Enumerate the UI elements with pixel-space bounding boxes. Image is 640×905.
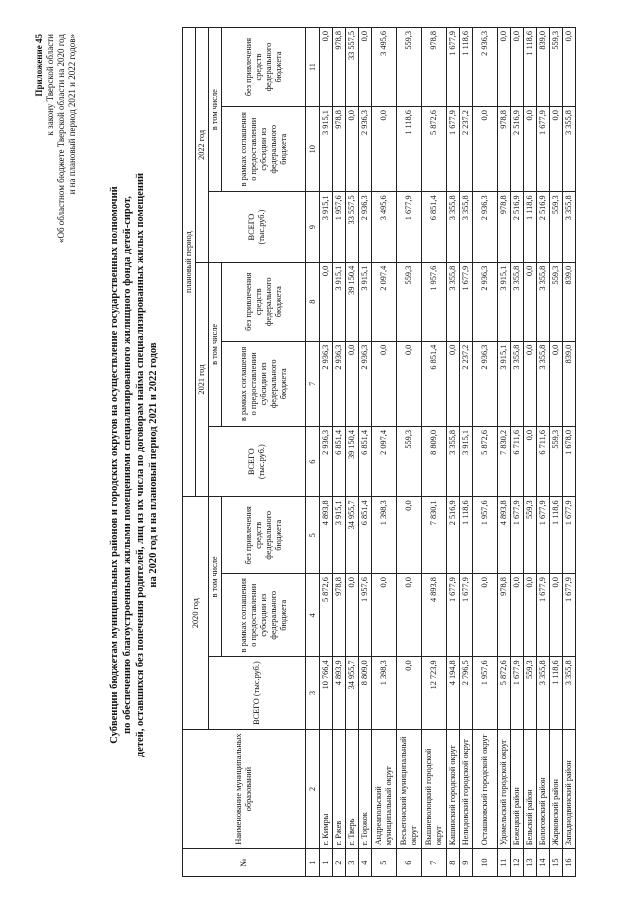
amount-cell: 1 118,6 bbox=[524, 192, 537, 262]
row-number: 12 bbox=[511, 849, 524, 877]
municipality-name: Весьегонский муниципальный округ bbox=[397, 729, 422, 848]
amount-cell: 4 893,9 bbox=[333, 657, 346, 730]
table-row bbox=[397, 28, 422, 877]
header-including-2020: в том числе bbox=[209, 497, 222, 657]
amount-cell: 1 677,9 bbox=[511, 497, 524, 574]
table-row bbox=[524, 28, 537, 877]
amount-cell: 1 677,9 bbox=[563, 497, 576, 574]
amount-cell: 2 516,9 bbox=[537, 192, 550, 262]
amount-cell: 12 723,9 bbox=[422, 657, 447, 730]
row-number: 16 bbox=[563, 849, 576, 877]
amount-cell: 3 915,1 bbox=[320, 192, 333, 262]
colnum: 8 bbox=[306, 262, 320, 341]
header-without-fed-2022: без привлечения средств федерального бюджета bbox=[222, 28, 306, 107]
amount-cell: 1 677,9 bbox=[447, 574, 460, 657]
colnum: 3 bbox=[306, 657, 320, 730]
header-within-fed-2021: в рамках соглашения о предоставлении субсидии из федерального бюджета bbox=[222, 341, 306, 426]
amount-cell: 978,8 bbox=[333, 28, 346, 107]
amount-cell: 559,3 bbox=[397, 28, 422, 107]
colnum: 4 bbox=[306, 574, 320, 657]
amount-cell: 3 355,8 bbox=[511, 341, 524, 426]
amount-cell: 559,3 bbox=[550, 192, 563, 262]
municipality-name: Удомельский городской округ bbox=[498, 729, 511, 848]
amount-cell: 0,0 bbox=[563, 28, 576, 107]
header-including-2022: в том числе bbox=[209, 28, 222, 192]
amount-cell: 3 915,1 bbox=[460, 426, 473, 496]
row-number: 4 bbox=[359, 849, 372, 877]
amount-cell: 0,0 bbox=[473, 107, 498, 192]
amount-cell: 3 355,8 bbox=[563, 192, 576, 262]
amount-cell: 1 677,9 bbox=[537, 497, 550, 574]
amount-cell: 1 677,9 bbox=[460, 574, 473, 657]
amount-cell: 839,0 bbox=[563, 262, 576, 341]
amount-cell: 0,0 bbox=[320, 262, 333, 341]
amount-cell: 0,0 bbox=[524, 426, 537, 496]
amount-cell: 7 830,2 bbox=[498, 426, 511, 496]
amount-cell: 2 796,5 bbox=[460, 657, 473, 730]
amount-cell: 839,0 bbox=[563, 341, 576, 426]
header-total-2021: ВСЕГО (тыс.руб.) bbox=[209, 426, 306, 496]
colnum: 9 bbox=[306, 192, 320, 262]
amount-cell: 559,3 bbox=[524, 497, 537, 574]
subvention-table bbox=[182, 27, 576, 877]
colnum: 5 bbox=[306, 497, 320, 574]
column-numbers-row bbox=[306, 28, 320, 877]
annex-number: Приложение 45 bbox=[34, 34, 44, 97]
municipality-name: Кашинский городской округ bbox=[447, 729, 460, 848]
amount-cell: 0,0 bbox=[346, 107, 359, 192]
amount-cell: 978,8 bbox=[498, 107, 511, 192]
amount-cell: 33 557,5 bbox=[346, 192, 359, 262]
amount-cell: 0,0 bbox=[372, 341, 397, 426]
header-no: № bbox=[183, 849, 306, 877]
amount-cell: 559,3 bbox=[550, 28, 563, 107]
amount-cell: 0,0 bbox=[550, 107, 563, 192]
header-2022: 2022 год bbox=[196, 28, 209, 263]
amount-cell: 3 355,8 bbox=[537, 262, 550, 341]
amount-cell: 0,0 bbox=[320, 28, 333, 107]
municipality-name: г. Тверь bbox=[346, 729, 359, 848]
amount-cell: 1 398,3 bbox=[372, 497, 397, 574]
amount-cell: 559,3 bbox=[550, 426, 563, 496]
amount-cell: 3 355,8 bbox=[447, 262, 460, 341]
amount-cell: 6 711,6 bbox=[537, 426, 550, 496]
amount-cell: 0,0 bbox=[346, 574, 359, 657]
amount-cell: 0,0 bbox=[524, 574, 537, 657]
amount-cell: 5 872,6 bbox=[498, 657, 511, 730]
amount-cell: 2 237,2 bbox=[460, 107, 473, 192]
amount-cell: 39 150,4 bbox=[346, 262, 359, 341]
row-number: 7 bbox=[422, 849, 447, 877]
amount-cell: 1 118,6 bbox=[550, 657, 563, 730]
row-number: 1 bbox=[320, 849, 333, 877]
amount-cell: 3 915,1 bbox=[320, 107, 333, 192]
table-row bbox=[320, 28, 333, 877]
municipality-name: Западнодвинский район bbox=[563, 729, 576, 848]
municipality-name: г. Ржев bbox=[333, 729, 346, 848]
amount-cell: 0,0 bbox=[550, 341, 563, 426]
amount-cell: 1 398,3 bbox=[372, 657, 397, 730]
amount-cell: 559,3 bbox=[397, 262, 422, 341]
amount-cell: 0,0 bbox=[447, 341, 460, 426]
amount-cell: 6 851,4 bbox=[422, 341, 447, 426]
amount-cell: 6 851,4 bbox=[422, 192, 447, 262]
title-line-1: Субвенции бюджетам муниципальных районов и городских округов на осуществление государственных полномочий bbox=[109, 186, 120, 744]
amount-cell: 3 355,8 bbox=[511, 262, 524, 341]
amount-cell: 2 516,9 bbox=[511, 107, 524, 192]
amount-cell: 2 516,9 bbox=[511, 192, 524, 262]
table-row bbox=[473, 28, 498, 877]
amount-cell: 3 355,8 bbox=[563, 107, 576, 192]
amount-cell: 5 872,6 bbox=[473, 426, 498, 496]
row-number: 2 bbox=[333, 849, 346, 877]
row-number: 3 bbox=[346, 849, 359, 877]
amount-cell: 0,0 bbox=[397, 497, 422, 574]
amount-cell: 0,0 bbox=[372, 574, 397, 657]
amount-cell: 2 516,9 bbox=[447, 497, 460, 574]
amount-cell: 1 957,6 bbox=[473, 497, 498, 574]
amount-cell: 559,3 bbox=[550, 262, 563, 341]
amount-cell: 4 194,8 bbox=[447, 657, 460, 730]
amount-cell: 978,8 bbox=[422, 28, 447, 107]
amount-cell: 2 936,3 bbox=[320, 341, 333, 426]
amount-cell: 0,0 bbox=[524, 262, 537, 341]
amount-cell: 3 355,8 bbox=[563, 657, 576, 730]
header-within-fed-2022: в рамках соглашения о предоставлении субсидии из федерального бюджета bbox=[222, 107, 306, 192]
amount-cell: 5 872,6 bbox=[422, 107, 447, 192]
amount-cell: 3 915,1 bbox=[498, 341, 511, 426]
amount-cell: 559,3 bbox=[524, 657, 537, 730]
annex-law-title: «Об областном бюджете Тверской области на 2020 год bbox=[56, 34, 66, 244]
amount-cell: 34 955,7 bbox=[346, 657, 359, 730]
municipality-name: Андреапольский муниципальный округ bbox=[372, 729, 397, 848]
amount-cell: 8 809,0 bbox=[422, 426, 447, 496]
amount-cell: 1 677,9 bbox=[537, 107, 550, 192]
amount-cell: 3 495,6 bbox=[372, 28, 397, 107]
amount-cell: 1 957,6 bbox=[333, 192, 346, 262]
title-line-2: по обеспечению благоустроенными жилыми помещениями специализированного жилищного фонда детей-сирот, bbox=[122, 196, 133, 734]
amount-cell: 839,0 bbox=[537, 28, 550, 107]
amount-cell: 2 936,3 bbox=[359, 107, 372, 192]
header-including-2021: в том числе bbox=[209, 262, 222, 426]
amount-cell: 1 678,0 bbox=[563, 426, 576, 496]
colnum: 11 bbox=[306, 28, 320, 107]
colnum: 7 bbox=[306, 341, 320, 426]
annex-law-ref: к закону Тверской области bbox=[45, 34, 55, 136]
amount-cell: 1 118,6 bbox=[460, 28, 473, 107]
amount-cell: 6 851,4 bbox=[333, 426, 346, 496]
amount-cell: 2 936,3 bbox=[473, 341, 498, 426]
municipality-name: Осташковский городской округ bbox=[473, 729, 498, 848]
title-line-4: на 2020 год и на плановый период 2021 и 2022 годов bbox=[148, 342, 159, 588]
table-row bbox=[372, 28, 397, 877]
header-without-fed-2021: без привлечения средств федерального бюджета bbox=[222, 262, 306, 341]
amount-cell: 39 150,4 bbox=[346, 426, 359, 496]
amount-cell: 1 677,9 bbox=[537, 574, 550, 657]
header-total-2022: ВСЕГО (тыс.руб.) bbox=[209, 192, 306, 262]
table-row bbox=[359, 28, 372, 877]
municipality-name: Бежецкий район bbox=[511, 729, 524, 848]
amount-cell: 3 915,1 bbox=[333, 262, 346, 341]
amount-cell: 0,0 bbox=[550, 574, 563, 657]
municipality-name: Бельский район bbox=[524, 729, 537, 848]
title-line-3: детей, оставшихся без попечения родителей, лиц из их числа по договорам найма специализированных жилых помещений bbox=[135, 172, 146, 758]
municipality-name: Жарковский район bbox=[550, 729, 563, 848]
table-row bbox=[563, 28, 576, 877]
row-number: 14 bbox=[537, 849, 550, 877]
amount-cell: 978,8 bbox=[333, 107, 346, 192]
table-row bbox=[498, 28, 511, 877]
amount-cell: 34 955,7 bbox=[346, 497, 359, 574]
amount-cell: 2 936,3 bbox=[473, 28, 498, 107]
amount-cell: 3 915,1 bbox=[359, 262, 372, 341]
row-number: 10 bbox=[473, 849, 498, 877]
amount-cell: 33 557,5 bbox=[346, 28, 359, 107]
amount-cell: 6 851,4 bbox=[359, 497, 372, 574]
amount-cell: 3 915,1 bbox=[498, 262, 511, 341]
colnum: 2 bbox=[306, 729, 320, 848]
municipality-name: г. Кимры bbox=[320, 729, 333, 848]
annex-law-period: и на плановый период 2021 и 2022 годов» bbox=[67, 34, 77, 195]
amount-cell: 1 677,9 bbox=[447, 107, 460, 192]
amount-cell: 0,0 bbox=[498, 28, 511, 107]
row-number: 8 bbox=[447, 849, 460, 877]
amount-cell: 0,0 bbox=[511, 28, 524, 107]
municipality-name: г. Торжок bbox=[359, 729, 372, 848]
amount-cell: 978,8 bbox=[498, 192, 511, 262]
header-2020: 2020 год bbox=[183, 497, 209, 729]
table-row bbox=[333, 28, 346, 877]
amount-cell: 3 915,1 bbox=[333, 497, 346, 574]
amount-cell: 0,0 bbox=[359, 28, 372, 107]
municipality-name: Вышневолоцкий городской округ bbox=[422, 729, 447, 848]
amount-cell: 1 677,9 bbox=[563, 574, 576, 657]
amount-cell: 4 893,8 bbox=[320, 497, 333, 574]
colnum: 1 bbox=[306, 849, 320, 877]
document-title bbox=[108, 165, 160, 765]
row-number: 9 bbox=[460, 849, 473, 877]
amount-cell: 3 355,8 bbox=[447, 426, 460, 496]
amount-cell: 2 936,3 bbox=[473, 262, 498, 341]
amount-cell: 559,3 bbox=[397, 426, 422, 496]
amount-cell: 10 766,4 bbox=[320, 657, 333, 730]
table-row bbox=[537, 28, 550, 877]
amount-cell: 1 677,9 bbox=[447, 28, 460, 107]
colnum: 10 bbox=[306, 107, 320, 192]
amount-cell: 1 677,9 bbox=[460, 262, 473, 341]
amount-cell: 1 957,6 bbox=[473, 657, 498, 730]
amount-cell: 2 936,3 bbox=[333, 341, 346, 426]
row-number: 15 bbox=[550, 849, 563, 877]
amount-cell: 0,0 bbox=[524, 341, 537, 426]
amount-cell: 2 936,3 bbox=[320, 426, 333, 496]
amount-cell: 4 893,8 bbox=[422, 574, 447, 657]
row-number: 11 bbox=[498, 849, 511, 877]
amount-cell: 3 355,8 bbox=[537, 657, 550, 730]
amount-cell: 0,0 bbox=[372, 107, 397, 192]
header-name: Наименование муниципальных образований bbox=[183, 729, 306, 848]
amount-cell: 2 936,3 bbox=[473, 192, 498, 262]
header-without-fed-2020: без привлечения средств федерального бюджета bbox=[222, 497, 306, 574]
municipality-name: Нелидовский городской округ bbox=[460, 729, 473, 848]
amount-cell: 2 237,2 bbox=[460, 341, 473, 426]
amount-cell: 978,8 bbox=[498, 574, 511, 657]
amount-cell: 6 851,4 bbox=[359, 426, 372, 496]
table-row bbox=[447, 28, 460, 877]
amount-cell: 0,0 bbox=[397, 341, 422, 426]
header-2021: 2021 год bbox=[196, 262, 209, 497]
amount-cell: 978,8 bbox=[333, 574, 346, 657]
amount-cell: 1 118,6 bbox=[397, 107, 422, 192]
municipality-name: Бологовский район bbox=[537, 729, 550, 848]
amount-cell: 1 957,6 bbox=[359, 574, 372, 657]
table-row bbox=[511, 28, 524, 877]
amount-cell: 6 711,6 bbox=[511, 426, 524, 496]
row-number: 13 bbox=[524, 849, 537, 877]
amount-cell: 3 355,8 bbox=[460, 192, 473, 262]
header-within-fed-2020: в рамках соглашения о предоставлении субсидии из федерального бюджета bbox=[222, 574, 306, 657]
amount-cell: 5 872,6 bbox=[320, 574, 333, 657]
amount-cell: 0,0 bbox=[524, 107, 537, 192]
amount-cell: 1 118,6 bbox=[524, 28, 537, 107]
amount-cell: 7 830,1 bbox=[422, 497, 447, 574]
table-row bbox=[422, 28, 447, 877]
amount-cell: 1 677,9 bbox=[397, 192, 422, 262]
table-row bbox=[346, 28, 359, 877]
amount-cell: 2 936,3 bbox=[359, 192, 372, 262]
annex-header bbox=[34, 34, 78, 243]
table-row bbox=[460, 28, 473, 877]
amount-cell: 0,0 bbox=[397, 657, 422, 730]
amount-cell: 1 118,6 bbox=[550, 497, 563, 574]
row-number: 5 bbox=[372, 849, 397, 877]
amount-cell: 8 809,0 bbox=[359, 657, 372, 730]
header-total-2020: ВСЕГО (тыс.руб.) bbox=[209, 657, 306, 730]
amount-cell: 2 097,4 bbox=[372, 262, 397, 341]
amount-cell: 0,0 bbox=[346, 341, 359, 426]
row-number: 6 bbox=[397, 849, 422, 877]
amount-cell: 2 936,3 bbox=[359, 341, 372, 426]
amount-cell: 3 495,6 bbox=[372, 192, 397, 262]
amount-cell: 0,0 bbox=[397, 574, 422, 657]
amount-cell: 2 097,4 bbox=[372, 426, 397, 496]
amount-cell: 1 677,9 bbox=[511, 657, 524, 730]
header-planned: плановый период bbox=[183, 28, 196, 497]
amount-cell: 1 118,6 bbox=[460, 497, 473, 574]
amount-cell: 4 893,8 bbox=[498, 497, 511, 574]
amount-cell: 3 355,8 bbox=[537, 341, 550, 426]
table-row bbox=[550, 28, 563, 877]
table-body bbox=[320, 28, 576, 877]
amount-cell: 1 957,6 bbox=[422, 262, 447, 341]
colnum: 6 bbox=[306, 426, 320, 496]
amount-cell: 0,0 bbox=[511, 574, 524, 657]
amount-cell: 0,0 bbox=[473, 574, 498, 657]
amount-cell: 3 355,8 bbox=[447, 192, 460, 262]
